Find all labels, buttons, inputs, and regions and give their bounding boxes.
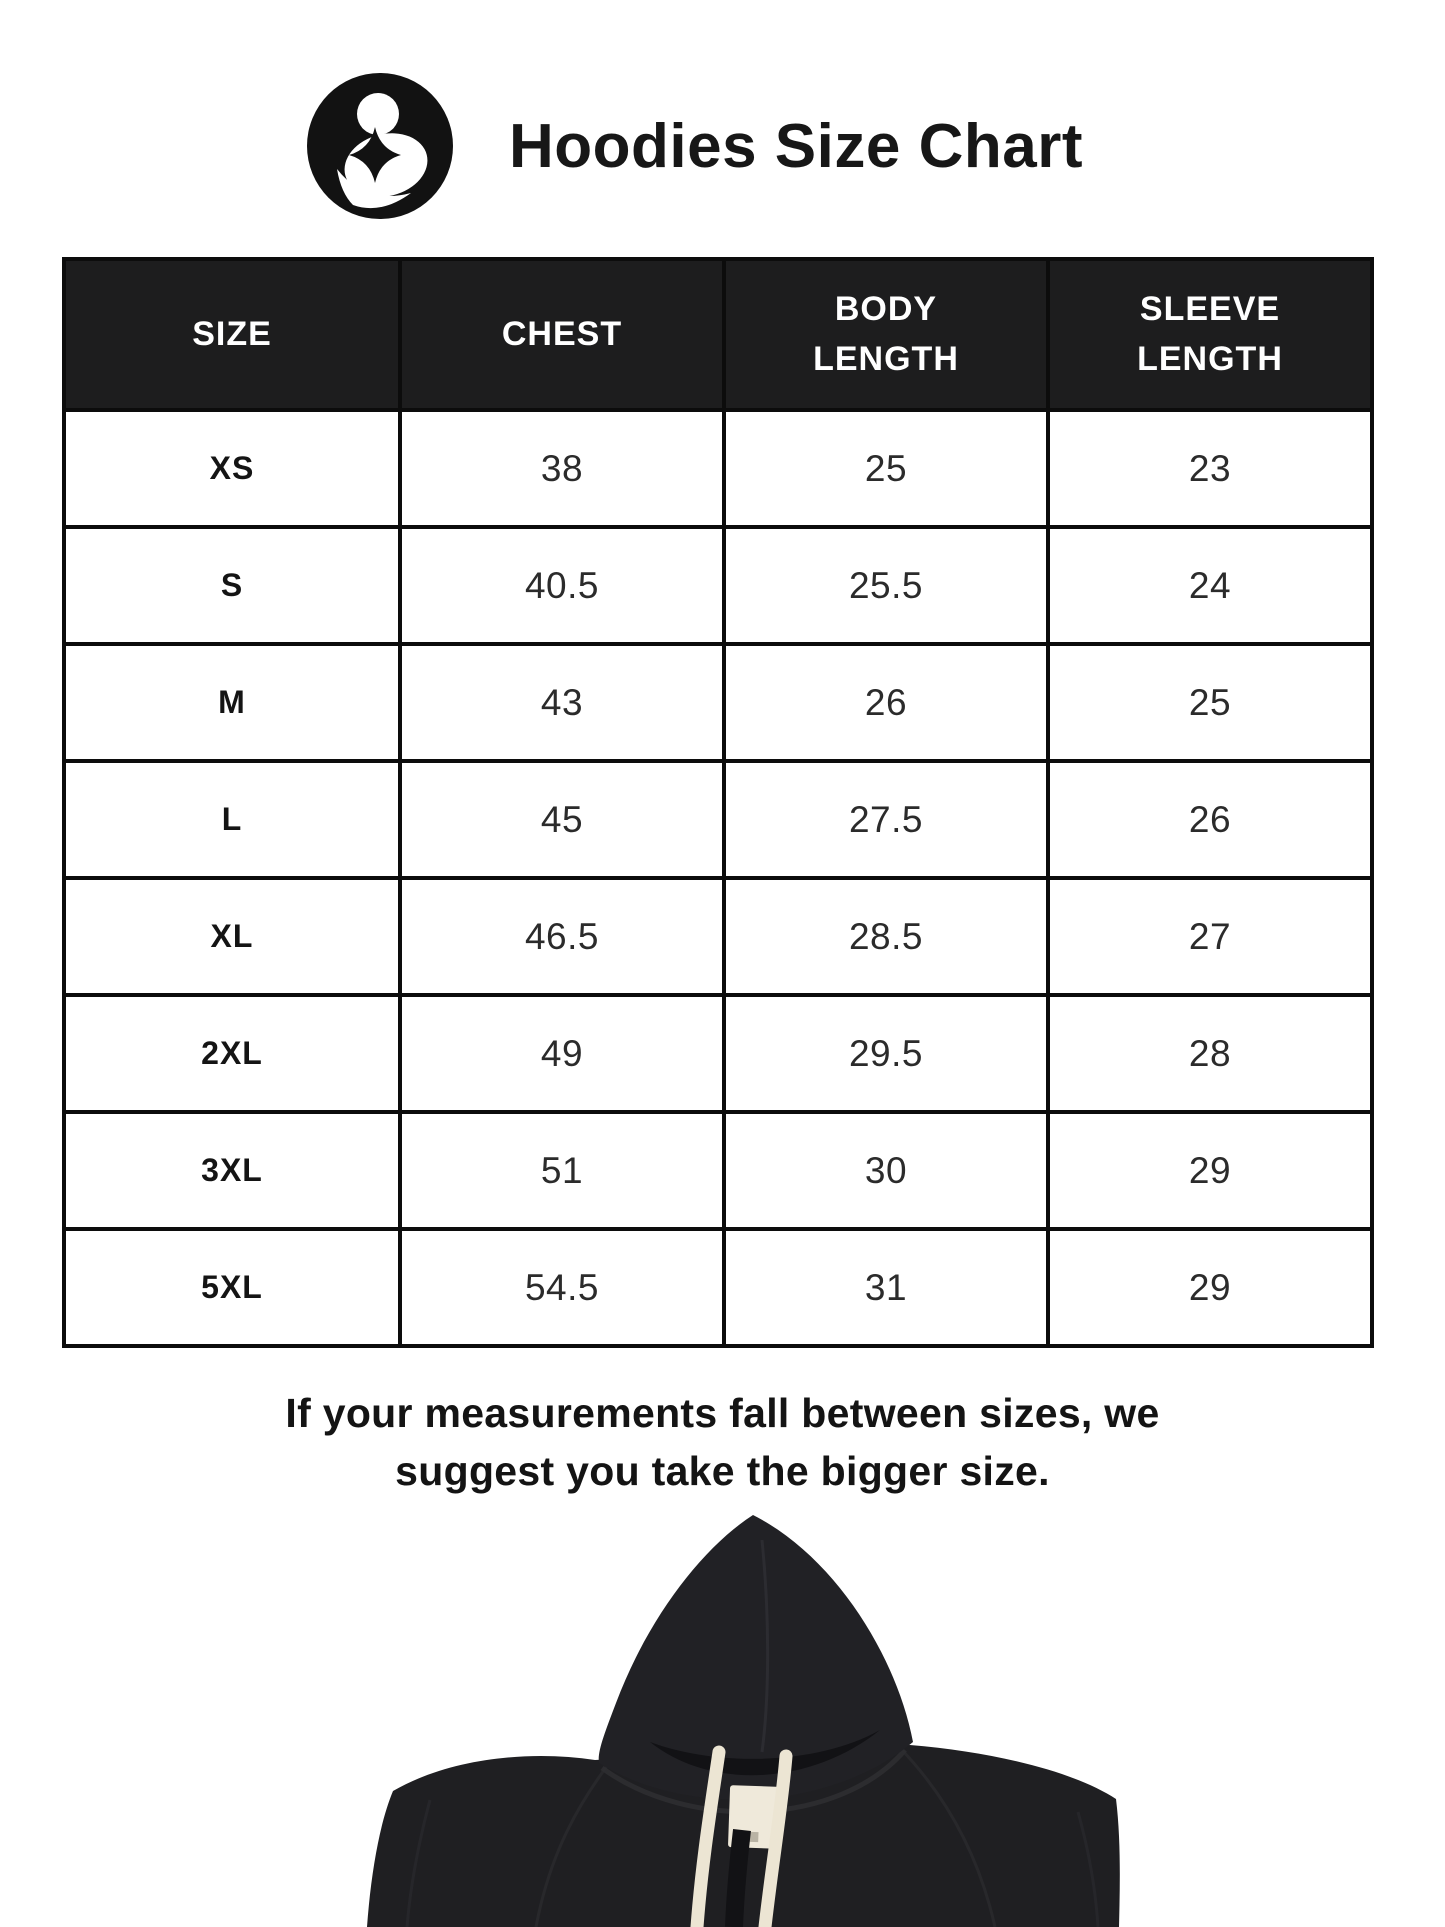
size-label-cell: 3XL bbox=[64, 1112, 400, 1229]
measurement-cell: 38 bbox=[400, 410, 724, 527]
measurement-cell: 40.5 bbox=[400, 527, 724, 644]
table-header bbox=[64, 259, 1372, 410]
column-header-label: SLEEVE LENGTH bbox=[1137, 290, 1283, 378]
measurement-cell: 27 bbox=[1048, 878, 1372, 995]
hoodie-image bbox=[250, 1500, 1250, 1927]
measurement-cell: 23 bbox=[1048, 410, 1372, 527]
column-header-size bbox=[64, 259, 400, 410]
column-header-chest bbox=[400, 259, 724, 410]
measurement-cell: 45 bbox=[400, 761, 724, 878]
brand-header bbox=[307, 73, 1083, 219]
table-header-row bbox=[64, 259, 1372, 410]
table-row bbox=[64, 410, 1372, 527]
column-header-label: SIZE bbox=[192, 314, 272, 353]
measurement-cell: 51 bbox=[400, 1112, 724, 1229]
fit-note bbox=[0, 1384, 1445, 1500]
measurement-cell: 30 bbox=[724, 1112, 1048, 1229]
measurement-cell: 31 bbox=[724, 1229, 1048, 1346]
fit-note-line2: suggest you take the bigger size. bbox=[395, 1448, 1050, 1494]
column-header-label: BODY LENGTH bbox=[813, 290, 959, 378]
table-row bbox=[64, 644, 1372, 761]
measurement-cell: 24 bbox=[1048, 527, 1372, 644]
brand-logo-icon bbox=[307, 73, 453, 219]
measurement-cell: 27.5 bbox=[724, 761, 1048, 878]
measurement-cell: 26 bbox=[1048, 761, 1372, 878]
table-row bbox=[64, 1229, 1372, 1346]
measurement-cell: 25 bbox=[1048, 644, 1372, 761]
size-label-cell: XS bbox=[64, 410, 400, 527]
table-body bbox=[64, 410, 1372, 1346]
size-label-cell: L bbox=[64, 761, 400, 878]
measurement-cell: 29 bbox=[1048, 1229, 1372, 1346]
size-label-cell: XL bbox=[64, 878, 400, 995]
size-label-cell: M bbox=[64, 644, 400, 761]
size-label-cell: 5XL bbox=[64, 1229, 400, 1346]
measurement-cell: 29.5 bbox=[724, 995, 1048, 1112]
measurement-cell: 25.5 bbox=[724, 527, 1048, 644]
table-row bbox=[64, 995, 1372, 1112]
table-row bbox=[64, 761, 1372, 878]
measurement-cell: 25 bbox=[724, 410, 1048, 527]
fit-note-line1: If your measurements fall between sizes, we bbox=[285, 1390, 1160, 1436]
measurement-cell: 43 bbox=[400, 644, 724, 761]
column-header-body-length bbox=[724, 259, 1048, 410]
size-chart-table bbox=[62, 257, 1374, 1348]
measurement-cell: 28.5 bbox=[724, 878, 1048, 995]
size-label-cell: 2XL bbox=[64, 995, 400, 1112]
size-label-cell: S bbox=[64, 527, 400, 644]
measurement-cell: 49 bbox=[400, 995, 724, 1112]
table-row bbox=[64, 527, 1372, 644]
measurement-cell: 26 bbox=[724, 644, 1048, 761]
measurement-cell: 28 bbox=[1048, 995, 1372, 1112]
column-header-label: CHEST bbox=[501, 314, 623, 353]
measurement-cell: 46.5 bbox=[400, 878, 724, 995]
page-title: Hoodies Size Chart bbox=[509, 111, 1083, 181]
hoodie-hood bbox=[599, 1515, 913, 1800]
column-header-sleeve-length bbox=[1048, 259, 1372, 410]
table-row bbox=[64, 878, 1372, 995]
measurement-cell: 54.5 bbox=[400, 1229, 724, 1346]
measurement-cell: 29 bbox=[1048, 1112, 1372, 1229]
table-row bbox=[64, 1112, 1372, 1229]
